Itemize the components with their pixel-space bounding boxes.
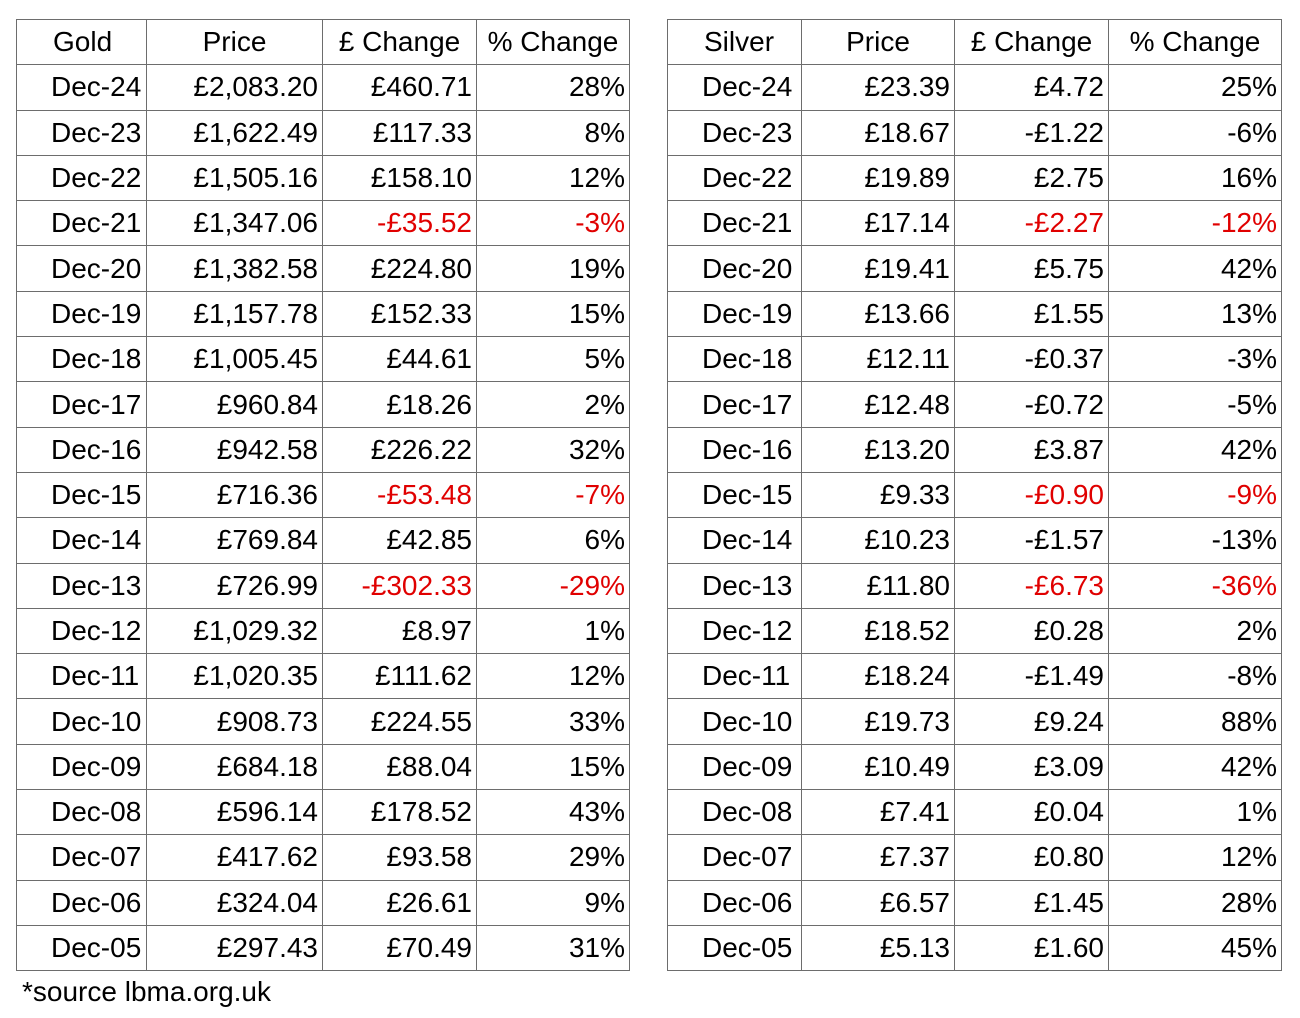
silver-price-cell: £19.89: [802, 155, 955, 200]
silver-date-cell: Dec-07: [668, 835, 802, 880]
gold-date-cell: Dec-22: [17, 155, 147, 200]
silver-price-cell: £5.13: [802, 925, 955, 970]
gold-date-cell: Dec-18: [17, 337, 147, 382]
gold-price-cell: £716.36: [147, 472, 323, 517]
gold-price-cell: £596.14: [147, 790, 323, 835]
gold-pct-change-cell: 32%: [477, 427, 630, 472]
silver-gbp-change-cell: £5.75: [955, 246, 1109, 291]
silver-pct-change-cell: 42%: [1109, 246, 1282, 291]
gold-price-cell: £1,005.45: [147, 337, 323, 382]
silver-pct-change-cell: 42%: [1109, 427, 1282, 472]
silver-pct-change-cell: -6%: [1109, 110, 1282, 155]
gold-table-row: [17, 880, 630, 925]
silver-gbp-change-cell: £0.80: [955, 835, 1109, 880]
gold-gbp-change-cell: £88.04: [323, 744, 477, 789]
silver-gbp-change-cell: £2.75: [955, 155, 1109, 200]
silver-table-row: [668, 110, 1282, 155]
silver-date-cell: Dec-13: [668, 563, 802, 608]
silver-date-cell: Dec-22: [668, 155, 802, 200]
gold-gbp-change-cell: £178.52: [323, 790, 477, 835]
silver-pct-change-cell: -12%: [1109, 201, 1282, 246]
silver-table-row: [668, 925, 1282, 970]
silver-gbp-change-cell: -£2.27: [955, 201, 1109, 246]
silver-price-table: [667, 19, 1282, 971]
silver-pct-change-cell: -5%: [1109, 382, 1282, 427]
gold-table-row: [17, 337, 630, 382]
silver-price-cell: £13.20: [802, 427, 955, 472]
gold-pct-change-cell: 15%: [477, 744, 630, 789]
gold-gbp-change-cell: £460.71: [323, 65, 477, 110]
silver-pct-change-cell: 42%: [1109, 744, 1282, 789]
silver-price-cell: £7.37: [802, 835, 955, 880]
silver-header-pct-change: % Change: [1109, 20, 1282, 65]
gold-table-row: [17, 744, 630, 789]
gold-table-row: [17, 563, 630, 608]
gold-price-cell: £1,382.58: [147, 246, 323, 291]
gold-gbp-change-cell: £70.49: [323, 925, 477, 970]
silver-table-row: [668, 472, 1282, 517]
gold-gbp-change-cell: £224.55: [323, 699, 477, 744]
gold-gbp-change-cell: £26.61: [323, 880, 477, 925]
silver-price-cell: £12.11: [802, 337, 955, 382]
gold-table-row: [17, 654, 630, 699]
gold-price-cell: £2,083.20: [147, 65, 323, 110]
gold-price-cell: £769.84: [147, 518, 323, 563]
gold-gbp-change-cell: £224.80: [323, 246, 477, 291]
silver-date-cell: Dec-21: [668, 201, 802, 246]
silver-gbp-change-cell: -£1.22: [955, 110, 1109, 155]
gold-date-cell: Dec-11: [17, 654, 147, 699]
silver-price-cell: £10.49: [802, 744, 955, 789]
gold-price-table: [16, 19, 630, 971]
silver-gbp-change-cell: £4.72: [955, 65, 1109, 110]
silver-date-cell: Dec-11: [668, 654, 802, 699]
silver-date-cell: Dec-09: [668, 744, 802, 789]
silver-pct-change-cell: -9%: [1109, 472, 1282, 517]
gold-gbp-change-cell: -£302.33: [323, 563, 477, 608]
gold-date-cell: Dec-12: [17, 608, 147, 653]
gold-price-cell: £324.04: [147, 880, 323, 925]
silver-pct-change-cell: -36%: [1109, 563, 1282, 608]
silver-date-cell: Dec-17: [668, 382, 802, 427]
silver-pct-change-cell: 13%: [1109, 291, 1282, 336]
gold-date-cell: Dec-09: [17, 744, 147, 789]
silver-pct-change-cell: 12%: [1109, 835, 1282, 880]
gold-gbp-change-cell: £226.22: [323, 427, 477, 472]
silver-gbp-change-cell: £0.28: [955, 608, 1109, 653]
silver-pct-change-cell: 28%: [1109, 880, 1282, 925]
silver-pct-change-cell: 2%: [1109, 608, 1282, 653]
gold-gbp-change-cell: £111.62: [323, 654, 477, 699]
gold-pct-change-cell: 2%: [477, 382, 630, 427]
silver-date-cell: Dec-14: [668, 518, 802, 563]
gold-date-cell: Dec-16: [17, 427, 147, 472]
silver-table-row: [668, 291, 1282, 336]
gold-price-cell: £1,029.32: [147, 608, 323, 653]
silver-pct-change-cell: 16%: [1109, 155, 1282, 200]
silver-date-cell: Dec-19: [668, 291, 802, 336]
silver-price-cell: £11.80: [802, 563, 955, 608]
silver-table-row: [668, 744, 1282, 789]
gold-date-cell: Dec-23: [17, 110, 147, 155]
gold-price-cell: £417.62: [147, 835, 323, 880]
gold-pct-change-cell: 15%: [477, 291, 630, 336]
gold-gbp-change-cell: £158.10: [323, 155, 477, 200]
silver-table-row: [668, 563, 1282, 608]
silver-price-cell: £23.39: [802, 65, 955, 110]
silver-table-row: [668, 427, 1282, 472]
silver-price-cell: £13.66: [802, 291, 955, 336]
gold-pct-change-cell: 5%: [477, 337, 630, 382]
gold-date-cell: Dec-24: [17, 65, 147, 110]
silver-pct-change-cell: -8%: [1109, 654, 1282, 699]
gold-pct-change-cell: 29%: [477, 835, 630, 880]
silver-price-cell: £9.33: [802, 472, 955, 517]
silver-header-row: [668, 20, 1282, 65]
gold-pct-change-cell: -29%: [477, 563, 630, 608]
gold-pct-change-cell: 1%: [477, 608, 630, 653]
gold-gbp-change-cell: £117.33: [323, 110, 477, 155]
gold-pct-change-cell: 12%: [477, 155, 630, 200]
silver-gbp-change-cell: £1.45: [955, 880, 1109, 925]
gold-pct-change-cell: 28%: [477, 65, 630, 110]
gold-table-row: [17, 382, 630, 427]
gold-header-gbp-change: £ Change: [323, 20, 477, 65]
gold-date-cell: Dec-10: [17, 699, 147, 744]
gold-gbp-change-cell: £44.61: [323, 337, 477, 382]
gold-date-cell: Dec-08: [17, 790, 147, 835]
gold-pct-change-cell: 6%: [477, 518, 630, 563]
silver-date-cell: Dec-12: [668, 608, 802, 653]
gold-gbp-change-cell: £8.97: [323, 608, 477, 653]
silver-price-cell: £10.23: [802, 518, 955, 563]
silver-gbp-change-cell: £1.60: [955, 925, 1109, 970]
gold-price-cell: £684.18: [147, 744, 323, 789]
silver-gbp-change-cell: -£0.90: [955, 472, 1109, 517]
gold-pct-change-cell: -7%: [477, 472, 630, 517]
silver-gbp-change-cell: -£0.37: [955, 337, 1109, 382]
silver-date-cell: Dec-16: [668, 427, 802, 472]
gold-price-cell: £1,622.49: [147, 110, 323, 155]
gold-price-cell: £1,505.16: [147, 155, 323, 200]
silver-date-cell: Dec-18: [668, 337, 802, 382]
gold-gbp-change-cell: £18.26: [323, 382, 477, 427]
gold-table-row: [17, 427, 630, 472]
gold-date-cell: Dec-15: [17, 472, 147, 517]
silver-table-row: [668, 155, 1282, 200]
silver-gbp-change-cell: £0.04: [955, 790, 1109, 835]
gold-date-cell: Dec-14: [17, 518, 147, 563]
silver-header-price: Price: [802, 20, 955, 65]
gold-pct-change-cell: -3%: [477, 201, 630, 246]
silver-price-cell: £18.24: [802, 654, 955, 699]
silver-header-label: Silver: [668, 20, 802, 65]
gold-table-body: [17, 65, 630, 971]
silver-header-gbp-change: £ Change: [955, 20, 1109, 65]
gold-table-row: [17, 790, 630, 835]
silver-table-row: [668, 201, 1282, 246]
gold-header-pct-change: % Change: [477, 20, 630, 65]
silver-pct-change-cell: -3%: [1109, 337, 1282, 382]
gold-price-cell: £297.43: [147, 925, 323, 970]
silver-date-cell: Dec-05: [668, 925, 802, 970]
silver-date-cell: Dec-10: [668, 699, 802, 744]
silver-date-cell: Dec-08: [668, 790, 802, 835]
gold-pct-change-cell: 31%: [477, 925, 630, 970]
silver-date-cell: Dec-23: [668, 110, 802, 155]
silver-gbp-change-cell: £1.55: [955, 291, 1109, 336]
silver-table-row: [668, 654, 1282, 699]
gold-header-label: Gold: [17, 20, 147, 65]
silver-price-cell: £6.57: [802, 880, 955, 925]
silver-gbp-change-cell: £3.87: [955, 427, 1109, 472]
silver-pct-change-cell: 25%: [1109, 65, 1282, 110]
gold-table-row: [17, 925, 630, 970]
gold-table-row: [17, 518, 630, 563]
silver-table-row: [668, 835, 1282, 880]
gold-table-row: [17, 155, 630, 200]
silver-table-body: [668, 65, 1282, 971]
gold-table-row: [17, 608, 630, 653]
gold-table-row: [17, 835, 630, 880]
gold-gbp-change-cell: £152.33: [323, 291, 477, 336]
silver-table-row: [668, 65, 1282, 110]
gold-price-cell: £726.99: [147, 563, 323, 608]
silver-date-cell: Dec-20: [668, 246, 802, 291]
silver-gbp-change-cell: £3.09: [955, 744, 1109, 789]
gold-price-cell: £960.84: [147, 382, 323, 427]
silver-price-cell: £7.41: [802, 790, 955, 835]
gold-table-row: [17, 201, 630, 246]
gold-gbp-change-cell: -£35.52: [323, 201, 477, 246]
silver-table-row: [668, 608, 1282, 653]
silver-pct-change-cell: 1%: [1109, 790, 1282, 835]
silver-price-cell: £18.67: [802, 110, 955, 155]
silver-gbp-change-cell: -£6.73: [955, 563, 1109, 608]
silver-pct-change-cell: 88%: [1109, 699, 1282, 744]
silver-table-row: [668, 699, 1282, 744]
gold-price-cell: £1,020.35: [147, 654, 323, 699]
gold-pct-change-cell: 43%: [477, 790, 630, 835]
silver-gbp-change-cell: £9.24: [955, 699, 1109, 744]
gold-date-cell: Dec-17: [17, 382, 147, 427]
silver-gbp-change-cell: -£0.72: [955, 382, 1109, 427]
silver-table-row: [668, 337, 1282, 382]
silver-date-cell: Dec-15: [668, 472, 802, 517]
silver-gbp-change-cell: -£1.57: [955, 518, 1109, 563]
gold-pct-change-cell: 33%: [477, 699, 630, 744]
gold-table-row: [17, 246, 630, 291]
gold-header-row: [17, 20, 630, 65]
gold-gbp-change-cell: £42.85: [323, 518, 477, 563]
gold-pct-change-cell: 9%: [477, 880, 630, 925]
gold-date-cell: Dec-20: [17, 246, 147, 291]
gold-gbp-change-cell: £93.58: [323, 835, 477, 880]
gold-date-cell: Dec-19: [17, 291, 147, 336]
gold-price-cell: £908.73: [147, 699, 323, 744]
silver-price-cell: £19.73: [802, 699, 955, 744]
silver-gbp-change-cell: -£1.49: [955, 654, 1109, 699]
silver-pct-change-cell: -13%: [1109, 518, 1282, 563]
gold-pct-change-cell: 12%: [477, 654, 630, 699]
gold-header-price: Price: [147, 20, 323, 65]
gold-date-cell: Dec-07: [17, 835, 147, 880]
silver-table-row: [668, 790, 1282, 835]
silver-price-cell: £12.48: [802, 382, 955, 427]
gold-pct-change-cell: 8%: [477, 110, 630, 155]
gold-date-cell: Dec-06: [17, 880, 147, 925]
gold-price-cell: £1,157.78: [147, 291, 323, 336]
gold-price-cell: £1,347.06: [147, 201, 323, 246]
silver-pct-change-cell: 45%: [1109, 925, 1282, 970]
silver-table-row: [668, 246, 1282, 291]
gold-gbp-change-cell: -£53.48: [323, 472, 477, 517]
silver-date-cell: Dec-06: [668, 880, 802, 925]
gold-date-cell: Dec-13: [17, 563, 147, 608]
silver-table-row: [668, 880, 1282, 925]
gold-date-cell: Dec-21: [17, 201, 147, 246]
gold-price-cell: £942.58: [147, 427, 323, 472]
gold-table-row: [17, 699, 630, 744]
silver-price-cell: £17.14: [802, 201, 955, 246]
gold-table-row: [17, 472, 630, 517]
gold-table-row: [17, 110, 630, 155]
silver-table-row: [668, 518, 1282, 563]
source-note: *source lbma.org.uk: [22, 976, 272, 1007]
silver-table-row: [668, 382, 1282, 427]
gold-date-cell: Dec-05: [17, 925, 147, 970]
silver-price-cell: £18.52: [802, 608, 955, 653]
gold-pct-change-cell: 19%: [477, 246, 630, 291]
gold-table-row: [17, 65, 630, 110]
silver-price-cell: £19.41: [802, 246, 955, 291]
gold-table-row: [17, 291, 630, 336]
silver-date-cell: Dec-24: [668, 65, 802, 110]
